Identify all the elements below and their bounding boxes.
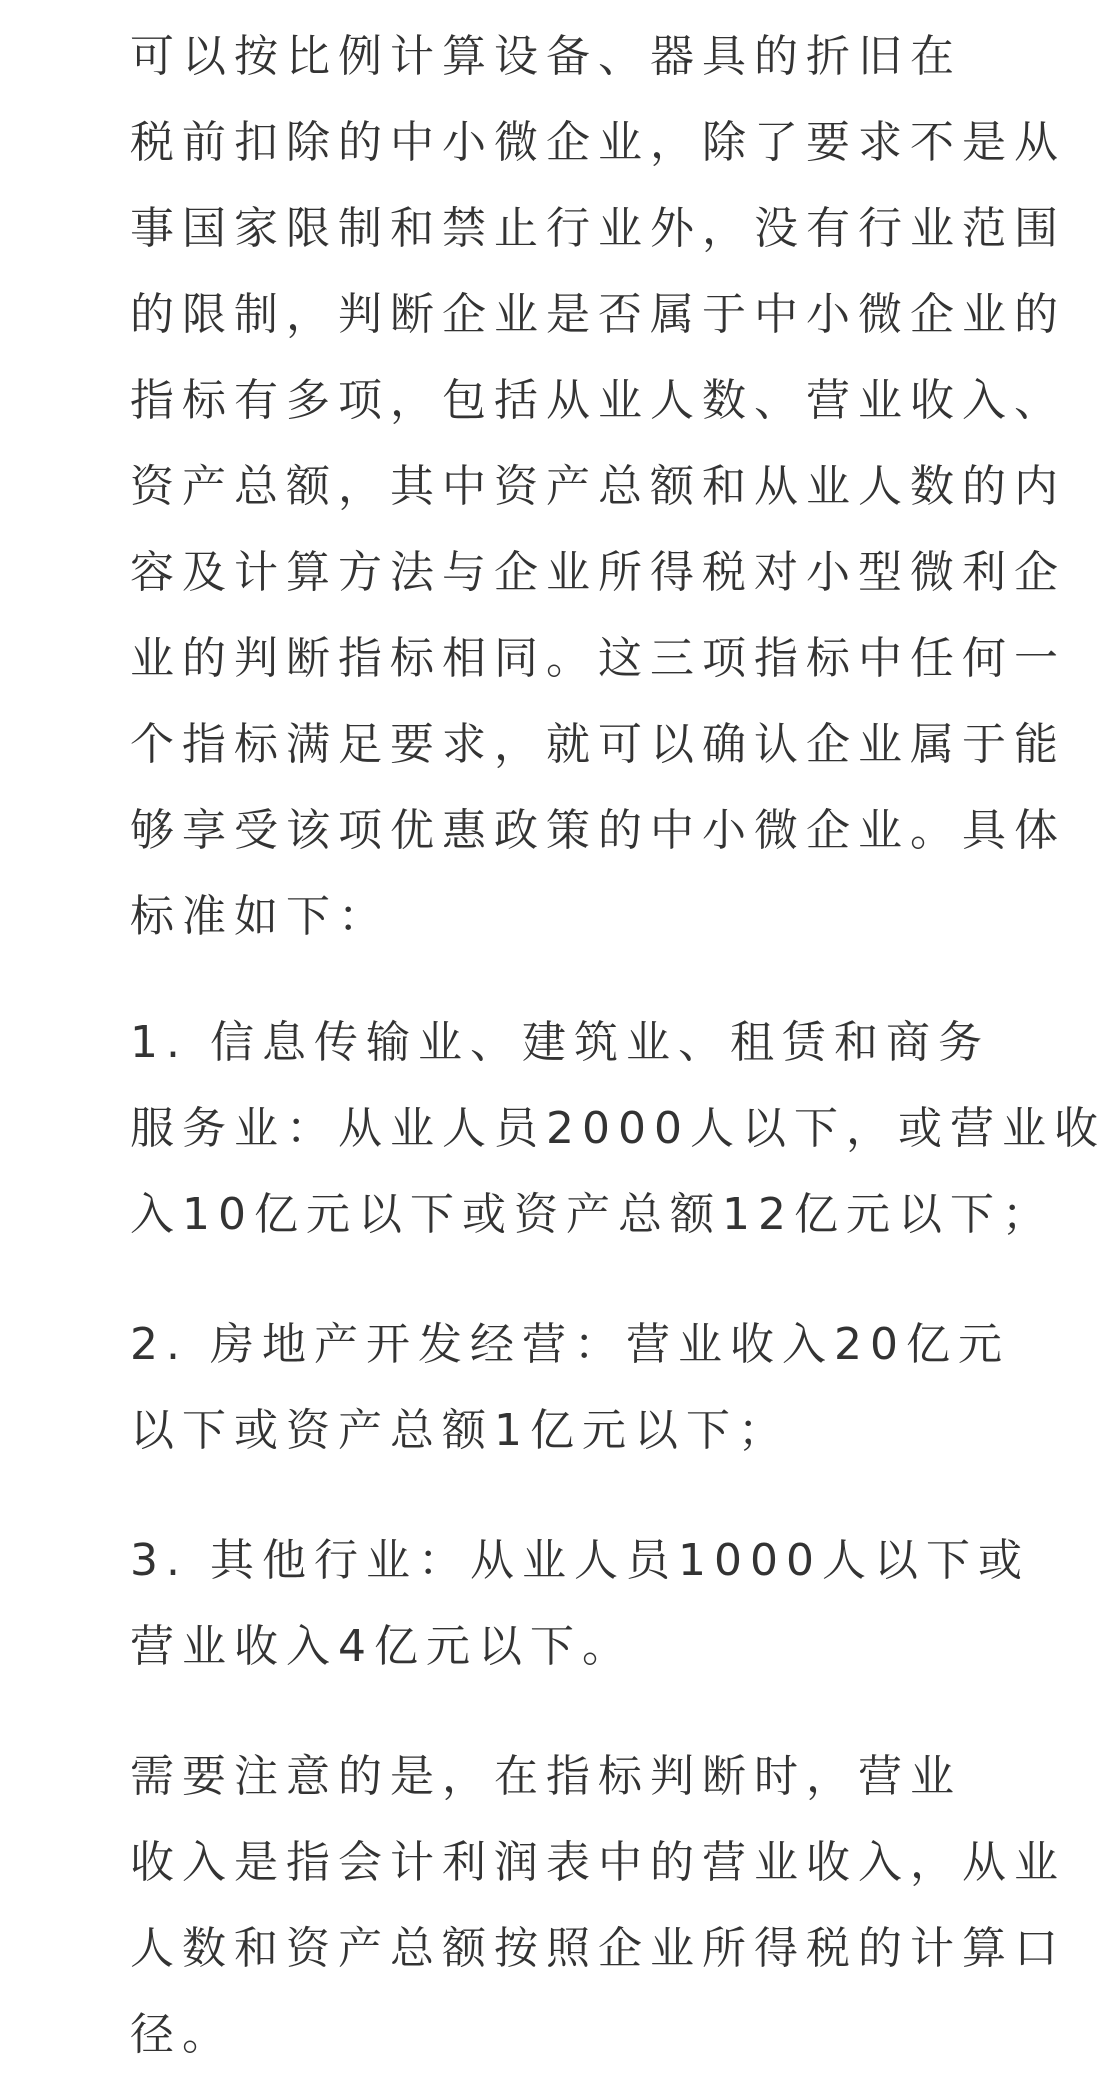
text-line: 收入是指会计利润表中的营业收入，从业 [130, 1837, 1066, 1888]
text-line: 人数和资产总额按照企业所得税的计算口 [130, 1923, 1066, 1974]
text-line: 够享受该项优惠政策的中小微企业。具体 [130, 805, 1066, 856]
paragraph-criteria-2 [42, 1302, 1010, 1474]
text-line: 业的判断指标相同。这三项指标中任何一 [130, 633, 1066, 684]
text-line: 服务业：从业人员2000人以下，或营业收 [130, 1103, 1106, 1154]
paragraph-intro [42, 14, 1066, 960]
text-line: 3. 其他行业：从业人员1000人以下或 [130, 1535, 1030, 1586]
text-line: 容及计算方法与企业所得税对小型微利企 [130, 547, 1066, 598]
text-line: 资产总额，其中资产总额和从业人数的内 [130, 461, 1066, 512]
text-line: 营业收入4亿元以下。 [130, 1621, 634, 1672]
text-line: 指标有多项，包括从业人数、营业收入、 [130, 375, 1066, 426]
text-line: 可以按比例计算设备、器具的折旧在 [130, 31, 962, 82]
text-line: 标准如下： [130, 891, 390, 942]
paragraph-criteria-3 [42, 1518, 1030, 1690]
text-line: 事国家限制和禁止行业外，没有行业范围 [130, 203, 1066, 254]
text-line: 税前扣除的中小微企业，除了要求不是从 [130, 117, 1066, 168]
text-line: 的限制，判断企业是否属于中小微企业的 [130, 289, 1066, 340]
text-line: 个指标满足要求，就可以确认企业属于能 [130, 719, 1066, 770]
text-line: 入10亿元以下或资产总额12亿元以下； [130, 1189, 1054, 1240]
text-line: 以下或资产总额1亿元以下； [130, 1405, 790, 1456]
text-line: 1. 信息传输业、建筑业、租赁和商务 [130, 1017, 990, 1068]
text-line: 需要注意的是，在指标判断时，营业 [130, 1751, 962, 1802]
paragraph-note [42, 1734, 1066, 2078]
text-line: 2. 房地产开发经营：营业收入20亿元 [130, 1319, 1010, 1370]
text-line: 径。 [130, 2009, 234, 2060]
paragraph-criteria-1 [42, 1000, 1106, 1258]
